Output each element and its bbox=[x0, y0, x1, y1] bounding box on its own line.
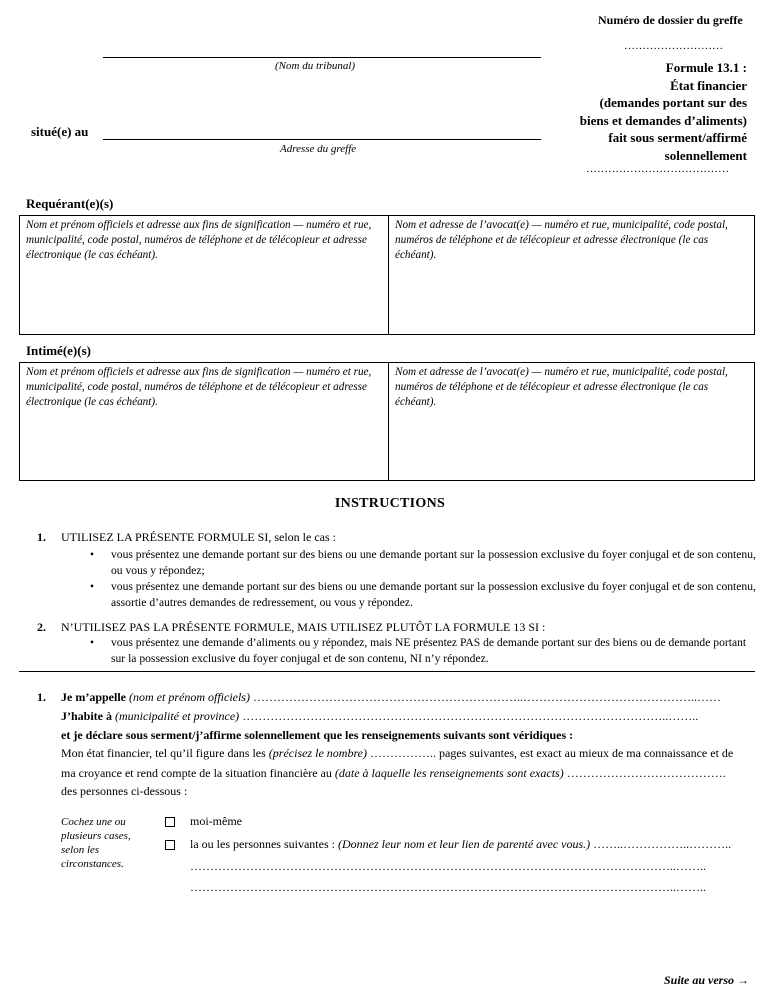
form-title-line-2: (demandes portant sur des bbox=[599, 95, 747, 110]
applicant-address-cell[interactable]: Nom et prénom officiels et adresse aux fins de signification — numéro et rue, municipalité, code postal, numéros de téléphone et de télécopieur et adresse électronique (le cas échéant). bbox=[20, 216, 389, 334]
statement-line-1: Mon état financier, tel qu’il figure dans les (précisez le nombre) …………….. pages suivantes, est exact au mieux de ma connaissance et de bbox=[61, 746, 734, 760]
instruction-2-bullets bbox=[90, 635, 760, 666]
page-count-field[interactable]: …………….. bbox=[367, 746, 436, 760]
others-field[interactable]: ……..……………..……….. bbox=[590, 837, 732, 851]
instruction-2-number: 2. bbox=[37, 620, 46, 634]
form-date-field[interactable]: ………………………………… bbox=[586, 163, 729, 175]
court-name-line[interactable] bbox=[103, 57, 541, 58]
form-title-line-3: biens et demandes d’aliments) bbox=[579, 112, 747, 128]
form-number: Formule 13.1 : bbox=[665, 60, 747, 75]
file-number-label: Numéro de dossier du greffe bbox=[598, 13, 743, 27]
bullet-item: • vous présentez une demande portant sur des biens ou une demande portant sur la possession exclusive du foyer conjugal et de son contenu, assortie d’autres demandes de redressement, ou vous y répondez. bbox=[90, 580, 756, 609]
court-name-caption: (Nom du tribunal) bbox=[275, 60, 356, 72]
section-1-number: 1. bbox=[37, 690, 46, 704]
residence-field[interactable]: ……………………………………………………………………………………………..…….. bbox=[242, 709, 699, 723]
instructions-title: INSTRUCTIONS bbox=[334, 496, 446, 511]
name-row: Je m’appelle (nom et prénom officiels) …………………………………………………………..……………………………………..…… bbox=[61, 690, 721, 704]
form-title-line-5: solennellement bbox=[664, 147, 747, 163]
file-number-field[interactable]: ……………………… bbox=[624, 40, 723, 52]
declaration-text: et je déclare sous serment/j’affirme solennellement que les renseignements suivants sont véridiques : bbox=[61, 728, 574, 742]
others-field-line-2[interactable]: …………………………………………………………………………………………………………..…….. bbox=[190, 859, 706, 873]
form-title-line-4: fait sous serment/affirmé bbox=[608, 130, 747, 145]
self-checkbox[interactable] bbox=[165, 817, 175, 827]
located-at-label: situé(e) au bbox=[31, 124, 89, 139]
applicants-table bbox=[19, 215, 755, 335]
form-title-block bbox=[517, 59, 747, 164]
others-checkbox[interactable] bbox=[165, 840, 175, 850]
others-option-row: la ou les personnes suivantes : (Donnez leur nom et leur lien de parenté avec vous.) ……..……………..……….. bbox=[190, 837, 732, 851]
instruction-2-heading: N’UTILISEZ PAS LA PRÉSENTE FORMULE, MAIS UTILISEZ PLUTÔT LA FORMULE 13 SI : bbox=[61, 620, 546, 634]
instruction-1-heading: UTILISEZ LA PRÉSENTE FORMULE SI, selon le cas : bbox=[61, 530, 336, 544]
bullet-item: • vous présentez une demande d’aliments ou y répondez, mais NE présentez PAS de demande portant sur des biens ou de demande portant sur la possession exclusive du foyer conjugal et de son contenu, NI n’y répondez. bbox=[90, 636, 747, 665]
instruction-1-number: 1. bbox=[37, 530, 46, 544]
name-field[interactable]: …………………………………………………………..……………………………………..…… bbox=[252, 690, 721, 704]
statement-line-2: ma croyance et rend compte de la situation financière au (date à laquelle les renseignements sont exacts) …………………………………. bbox=[61, 766, 726, 780]
respondent-lawyer-cell[interactable]: Nom et adresse de l’avocat(e) — numéro et rue, municipalité, code postal, numéros de téléphone et de télécopieur et adresse électronique (le cas échéant). bbox=[395, 366, 728, 408]
others-field-line-3[interactable]: …………………………………………………………………………………………………………..…….. bbox=[190, 880, 706, 894]
date-field[interactable]: …………………………………. bbox=[563, 766, 726, 780]
court-address-caption: Adresse du greffe bbox=[280, 143, 357, 155]
court-address-line[interactable] bbox=[103, 139, 541, 140]
applicant-lawyer-cell[interactable]: Nom et adresse de l’avocat(e) — numéro et rue, municipalité, code postal, numéros de téléphone et de télécopieur et adresse électronique (le cas échéant). bbox=[395, 219, 728, 261]
self-option-label: moi-même bbox=[190, 814, 242, 828]
section-divider bbox=[19, 671, 755, 672]
respondents-table bbox=[19, 362, 755, 481]
statement-line-3: des personnes ci-dessous : bbox=[61, 784, 188, 798]
respondent-address-cell[interactable]: Nom et prénom officiels et adresse aux fins de signification — numéro et rue, municipalité, code postal, numéros de téléphone et de télécopieur et adresse électronique (le cas échéant). bbox=[20, 363, 389, 480]
instruction-1-bullets bbox=[90, 547, 760, 610]
bullet-item: • vous présentez une demande portant sur des biens ou une demande portant sur la possession exclusive du foyer conjugal et de son contenu, ou vous y répondez; bbox=[90, 548, 756, 577]
form-title-line-1: État financier bbox=[670, 77, 747, 93]
residence-row: J’habite à (municipalité et province) ……………………………………………………………………………………………..…….. bbox=[61, 709, 699, 723]
respondents-title: Intimé(e)(s) bbox=[26, 343, 91, 358]
checkbox-note: Cochez une ou plusieurs cases, selon les circonstances. bbox=[61, 816, 131, 870]
applicants-title: Requérant(e)(s) bbox=[26, 196, 114, 211]
continue-overleaf: Suite au verso → bbox=[663, 973, 749, 987]
